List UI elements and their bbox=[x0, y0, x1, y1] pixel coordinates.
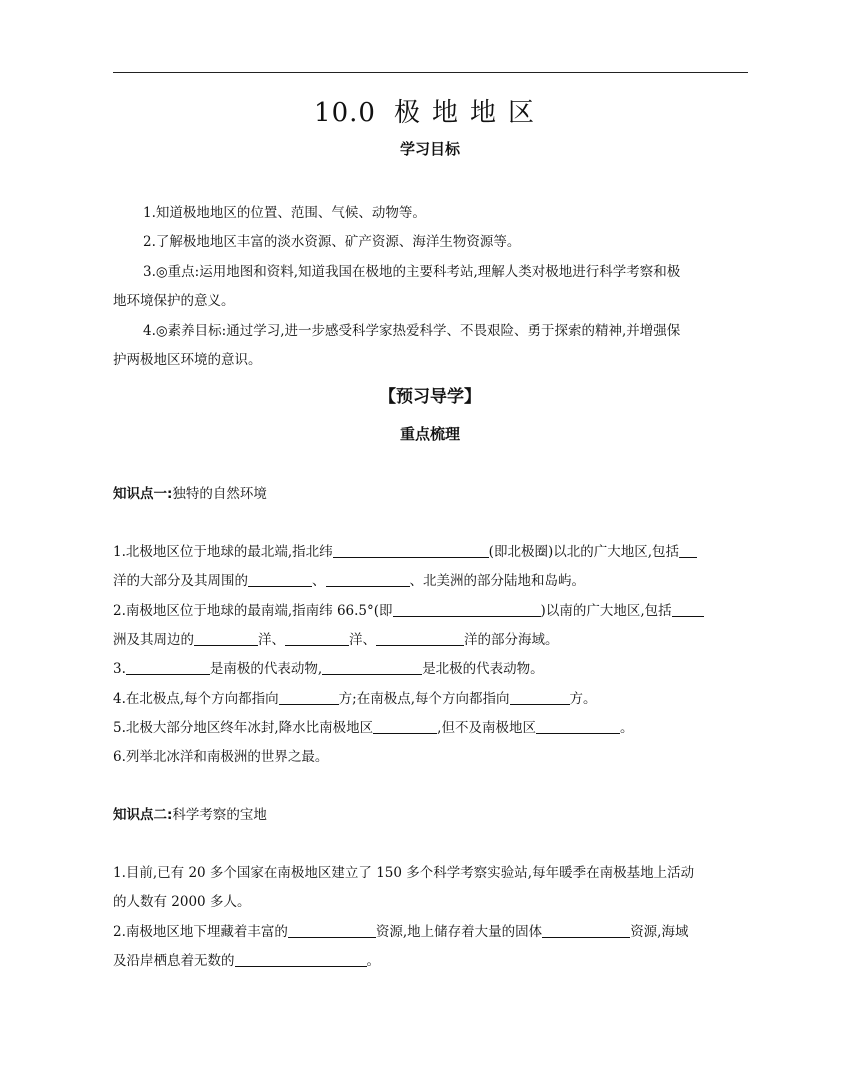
blank-arctic-circle-lat[interactable] bbox=[333, 543, 489, 558]
blank-continent-south[interactable] bbox=[672, 602, 704, 617]
kp2-line-1: 1.目前,已有 20 多个国家在南极地区建立了 150 多个科学考察实验站,每年暖季在南极基地上活动 bbox=[113, 865, 695, 881]
kp1-label: 知识点一: bbox=[113, 486, 173, 502]
kp2-line-3: 2.南极地区地下埋藏着丰富的 资源,地上储存着大量的固体 资源,海域 bbox=[113, 924, 689, 940]
kp1-line-7: 5.北极大部分地区终年冰封,降水比南极地区 ,但不及南极地区 。 bbox=[113, 720, 634, 736]
section-preview: 【预习导学】 bbox=[379, 387, 481, 407]
page-subtitle: 学习目标 bbox=[399, 140, 460, 158]
blank-ocean-1[interactable] bbox=[194, 631, 258, 646]
objective-2: 2.了解极地地区丰富的淡水资源、矿产资源、海洋生物资源等。 bbox=[143, 234, 521, 250]
objective-4: 4.◎素养目标:通过学习,进一步感受科学家热爱科学、不畏艰险、勇于探索的精神,并增强保 bbox=[143, 323, 681, 339]
objective-3: 3.◎重点:运用地图和资料,知道我国在极地的主要科考站,理解人类对极地进行科学考察和极 bbox=[143, 264, 681, 280]
objective-4-cont: 护两极地区环境的意识。 bbox=[113, 352, 262, 368]
kp1-line-5: 3. 是南极的代表动物, 是北极的代表动物。 bbox=[113, 661, 544, 677]
chapter-number: 10.0 bbox=[314, 98, 376, 128]
kp1-heading bbox=[113, 485, 753, 503]
blank-ocean-name[interactable] bbox=[679, 543, 697, 558]
kp1-line-6: 4.在北极点,每个方向都指向 方;在南极点,每个方向都指向 方。 bbox=[113, 691, 597, 707]
kp1-line-2: 洋的大部分及其周围的 、 、北美洲的部分陆地和岛屿。 bbox=[113, 573, 585, 589]
blank-precip-2[interactable] bbox=[536, 719, 620, 734]
blank-freshwater[interactable] bbox=[542, 923, 630, 938]
blank-antarctic-circle[interactable] bbox=[393, 602, 541, 617]
blank-precip-1[interactable] bbox=[373, 719, 437, 734]
kp2-heading bbox=[113, 806, 753, 824]
kp1-line-1: 1.北极地区位于地球的最北端,指北纬 (即北极圈)以北的广大地区,包括 bbox=[113, 543, 753, 561]
blank-mineral[interactable] bbox=[288, 923, 376, 938]
header-rule bbox=[113, 72, 748, 73]
kp1-line-4: 洲及其周边的 洋、 洋、 洋的部分海域。 bbox=[113, 632, 559, 648]
kp2-line-4: 及沿岸栖息着无数的 。 bbox=[113, 953, 380, 969]
blank-ocean-2[interactable] bbox=[285, 631, 349, 646]
kp1-line-3: 2.南极地区位于地球的最南端,指南纬 66.5°(即 )以南的广大地区,包括 bbox=[113, 602, 753, 620]
objective-1: 1.知道极地地区的位置、范围、气候、动物等。 bbox=[143, 205, 426, 221]
kp2-title: 科学考察的宝地 bbox=[172, 807, 267, 823]
kp2-line-2: 的人数有 2000 多人。 bbox=[113, 894, 251, 910]
blank-direction-north[interactable] bbox=[279, 690, 339, 705]
blank-ocean-3[interactable] bbox=[376, 631, 464, 646]
blank-north-animal[interactable] bbox=[322, 660, 422, 675]
objective-3-cont: 地环境保护的意义。 bbox=[113, 293, 235, 309]
blank-direction-south[interactable] bbox=[510, 690, 570, 705]
blank-south-animal[interactable] bbox=[126, 660, 210, 675]
chapter-name: 极地地区 bbox=[393, 98, 546, 128]
section-key-points: 重点梳理 bbox=[399, 425, 460, 443]
kp1-line-8: 6.列举北冰洋和南极洲的世界之最。 bbox=[113, 749, 329, 765]
blank-continent-2[interactable] bbox=[326, 572, 410, 587]
kp1-title: 独特的自然环境 bbox=[172, 486, 267, 502]
blank-continent-1[interactable] bbox=[248, 572, 312, 587]
page-title bbox=[0, 92, 860, 129]
kp2-label: 知识点二: bbox=[113, 807, 173, 823]
blank-marine-life[interactable] bbox=[235, 952, 367, 967]
